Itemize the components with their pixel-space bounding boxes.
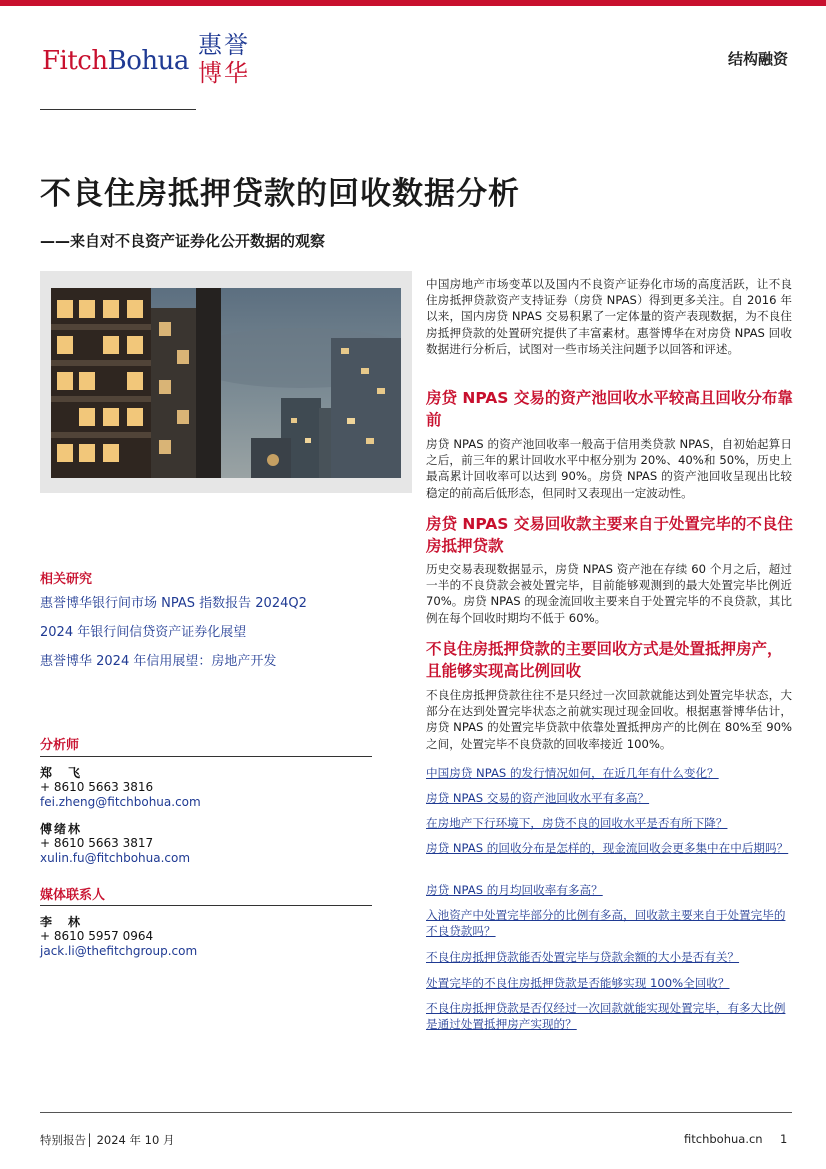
analysts-rule xyxy=(40,756,372,757)
analyst-phone: + 8610 5663 3816 xyxy=(40,780,154,794)
media-contact-email[interactable]: jack.li@thefitchgroup.com xyxy=(40,944,198,958)
section-heading: 不良住房抵押贷款的主要回收方式是处置抵押房产，且能够实现高比例回收 xyxy=(426,640,783,680)
cover-photo xyxy=(51,288,401,478)
question-link[interactable]: 房贷 NPAS 的回收分布是怎样的，现金流回收会更多集中在中后期吗？ xyxy=(426,841,789,855)
media-contact-name: 李 林 xyxy=(40,915,83,929)
cover-photo-frame xyxy=(40,271,412,493)
related-research-link[interactable]: 2024 年银行间信贷资产证券化展望 xyxy=(40,625,247,640)
question-link[interactable]: 不良住房抵押贷款是否仅经过一次回款就能实现处置完毕，有多大比例是通过处置抵押房产实现的？ xyxy=(426,1001,786,1032)
section-heading: 房贷 NPAS 交易的资产池回收水平较高且回收分布靠前 xyxy=(426,389,793,429)
question-link[interactable]: 不良住房抵押贷款能否处置完毕与贷款余额的大小是否有关？ xyxy=(426,950,740,964)
analyst-email[interactable]: fei.zheng@fitchbohua.com xyxy=(40,795,201,809)
question-link[interactable]: 在房地产下行环境下，房贷不良的回收水平是否有所下降？ xyxy=(426,816,728,830)
section-paragraph: 不良住房抵押贷款往往不是只经过一次回款就能达到处置完毕状态，大部分在达到处置完毕状态之前就实现过现金回收。根据惠誉博华估计，房贷 NPAS 的处置完毕贷款中依靠处置抵押房产的比例在 80%至 90%之间，处置完毕不良贷款的回收率接近 100%。 xyxy=(426,688,792,751)
footer-rule xyxy=(40,1112,792,1113)
question-link[interactable]: 中国房贷 NPAS 的发行情况如何，在近几年有什么变化？ xyxy=(426,766,719,780)
question-link[interactable]: 房贷 NPAS 的月均回收率有多高？ xyxy=(426,883,603,897)
section-heading: 房贷 NPAS 交易回收款主要来自于处置完毕的不良住房抵押贷款 xyxy=(426,515,793,555)
analyst-name: 傅绪林 xyxy=(40,822,83,836)
question-link[interactable]: 入池资产中处置完毕部分的比例有多高，回收款主要来自于处置完毕的不良贷款吗？ xyxy=(426,908,786,939)
analyst-email[interactable]: xulin.fu@fitchbohua.com xyxy=(40,851,191,865)
related-research-link[interactable]: 惠誉博华 2024 年信用展望：房地产开发 xyxy=(40,654,277,669)
analyst-name: 郑 飞 xyxy=(40,766,83,780)
footer-report-date: 特别报告│ 2024 年 10 月 xyxy=(40,1133,175,1147)
report-title: 不良住房抵押贷款的回收数据分析 xyxy=(40,176,520,212)
related-research-link[interactable]: 惠誉博华银行间市场 NPAS 指数报告 2024Q2 xyxy=(40,596,307,611)
related-research-label: 相关研究 xyxy=(40,572,93,587)
section-paragraph: 历史交易表现数据显示，房贷 NPAS 资产池在存续 60 个月之后，超过一半的不良贷款会被处置完毕，目前能够观测到的最大处置完毕比例近 70%。房贷 NPAS 的现金流回收主要来自于处置完毕的不良贷款，其比例在每个回收时期均不低于 60%。 xyxy=(426,562,792,625)
page-number: 1 xyxy=(780,1132,788,1146)
media-contact-label: 媒体联系人 xyxy=(40,888,106,903)
top-accent-bar xyxy=(0,0,826,6)
question-link[interactable]: 房贷 NPAS 交易的资产池回收水平有多高？ xyxy=(426,791,650,805)
logo-seal: 惠 誉 博 华 xyxy=(198,31,248,87)
city-apartments-image xyxy=(51,288,401,478)
report-subtitle: ——来自对不良资产证券化公开数据的观察 xyxy=(40,232,326,250)
intro-paragraph: 中国房地产市场变革以及国内不良资产证券化市场的高度活跃，让不良住房抵押贷款资产支持证券（房贷 NPAS）得到更多关注。自 2016 年以来，国内房贷 NPAS 交易积累了一定体量的资产表现数据，为不良住房抵押贷款的处置研究提供了丰富素材。惠誉博华在对房贷 NPAS 回收数据进行分析后，试图对一些市场关注问题予以回答和评述。 xyxy=(426,277,792,356)
section-paragraph: 房贷 NPAS 的资产池回收率一般高于信用类贷款 NPAS，自初始起算日之后，前三年的累计回收水平中枢分别为 20%、40%和 50%，历史上最高累计回收率可以达到 90%。房贷 NPAS 的资产池回收呈现出比较稳定的前高后低形态，但同时又表现出一定波动性。 xyxy=(426,437,792,500)
document-category: 结构融资 xyxy=(727,50,788,68)
analysts-label: 分析师 xyxy=(40,738,80,753)
media-contact-rule xyxy=(40,905,372,906)
question-link[interactable]: 处置完毕的不良住房抵押贷款是否能够实现 100%全回收？ xyxy=(426,976,730,990)
logo-underline xyxy=(40,109,196,110)
media-contact-phone: + 8610 5957 0964 xyxy=(40,929,154,943)
analyst-phone: + 8610 5663 3817 xyxy=(40,836,154,850)
footer-website[interactable]: fitchbohua.cn xyxy=(684,1132,763,1146)
logo-wordmark: FitchBohua xyxy=(42,46,189,76)
